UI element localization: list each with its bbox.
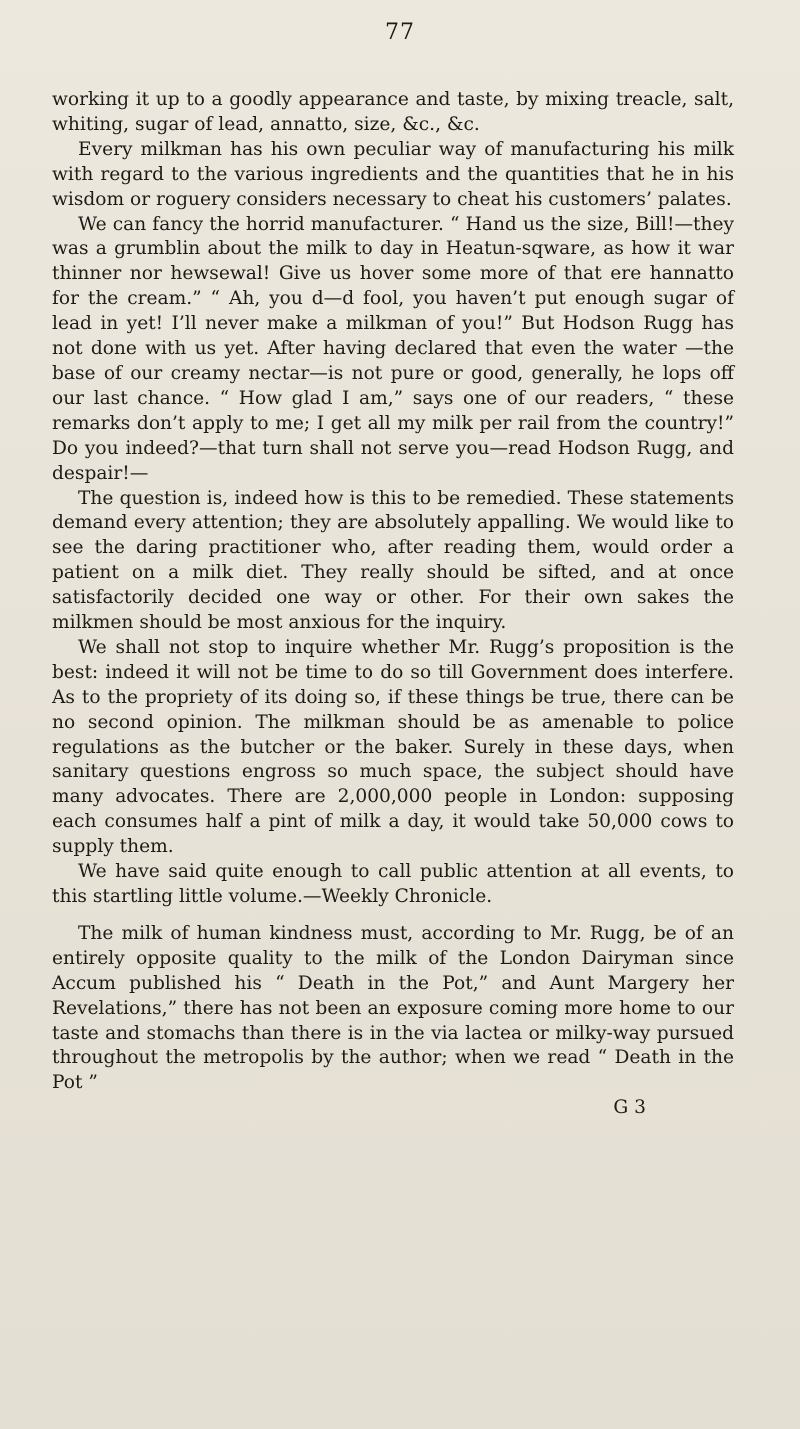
signature-mark: G 3: [613, 1097, 646, 1119]
paragraph-7: The milk of human kindness must, according to Mr. Rugg, be of an entirely opposite quality to the milk of the London Dairyman since Accum published his “ Death in the Pot,” and Aunt Margery her Revelations,” there has not been an exposure coming more home to our taste and stomachs than there is in the via lactea or milky-way pursued throughout the metropolis by the author; when we read “ Death in the Pot ”: [52, 922, 734, 1094]
body-text: [52, 88, 734, 1121]
paragraph-5: We shall not stop to inquire whether Mr. Rugg’s proposition is the best: indeed it will not be time to do so till Government does interfere. As to the propriety of its doing so, if these things be true, there can be no second opinion. The milkman should be as amenable to police regulations as the butcher or the baker. Surely in these days, when sanitary questions engross so much space, the subject should have many advocates. There are 2,000,000 people in London: supposing each consumes half a pint of milk a day, it would take 50,000 cows to supply them.: [52, 636, 734, 858]
paragraph-6: We have said quite enough to call public attention at all events, to this startling little volume.—Weekly Chronicle.: [52, 861, 734, 907]
paragraph-2: Every milkman has his own peculiar way of manufacturing his milk with regard to the various ingredients and the quantities that he in his wisdom or roguery considers necessary to cheat his customers’ palates.: [52, 138, 734, 210]
paragraph-4: The question is, indeed how is this to be remedied. These statements demand every attention; they are absolutely appalling. We would like to see the daring practitioner who, after reading them, would order a patient on a milk diet. They really should be sifted, and at once satisfactorily decided one way or other. For their own sakes the milkmen should be most anxious for the inquiry.: [52, 487, 734, 634]
page-number: 77: [385, 20, 415, 45]
paragraph-1: working it up to a goodly appearance and taste, by mixing treacle, salt, whiting, sugar of lead, annatto, size, &c., &c.: [52, 89, 734, 135]
paragraph-3: We can fancy the horrid manufacturer. “ Hand us the size, Bill!—they was a grumblin about the milk to day in Heatun-sqware, as how it war thinner nor hewsewal! Give us hover some more of that ere hannatto for the cream.” “ Ah, you d—d fool, you haven’t put enough sugar of lead in yet! I’ll never make a milkman of you!” But Hodson Rugg has not done with us yet. After having declared that even the water —the base of our creamy nectar—is not pure or good, generally, he lops off our last chance. “ How glad I am,” says one of our readers, “ these remarks don’t apply to me; I get all my milk per rail from the country!” Do you indeed?—that turn shall not serve you—read Hodson Rugg, and despair!—: [52, 213, 734, 484]
